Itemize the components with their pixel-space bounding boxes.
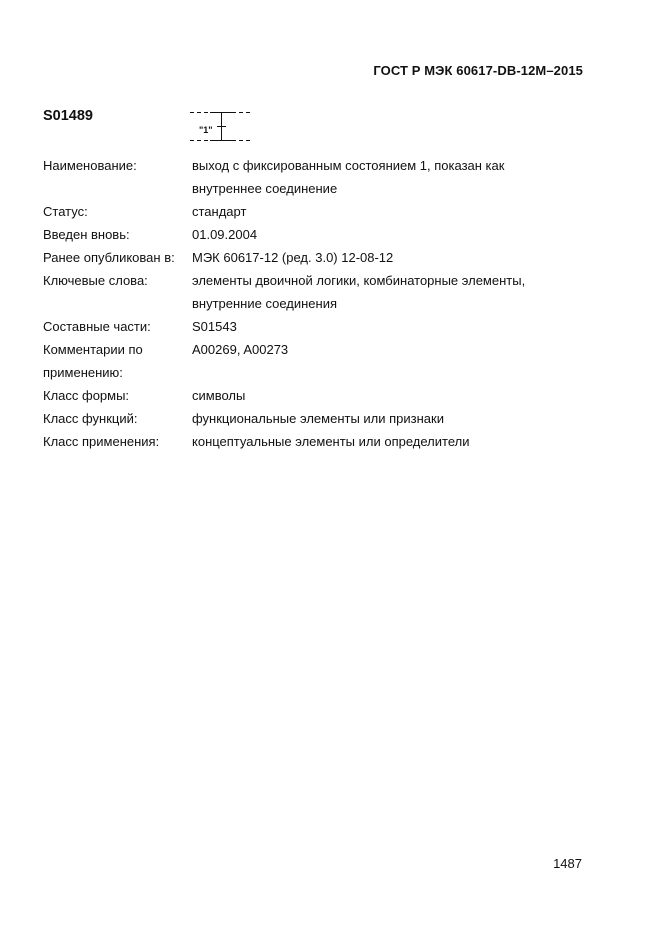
attribute-row (43, 200, 573, 223)
attribute-value (192, 407, 573, 430)
attribute-table (43, 154, 573, 453)
attribute-row (43, 430, 573, 453)
attribute-value (192, 154, 573, 200)
value-line: стандарт (192, 204, 247, 219)
value-line: МЭК 60617-12 (ред. 3.0) 12-08-12 (192, 250, 394, 265)
attribute-value (192, 200, 573, 223)
value-line: S01543 (192, 319, 237, 334)
value-line: A00269, A00273 (192, 342, 289, 357)
value-line: выход с фиксированным состоянием 1, показан как (192, 158, 505, 173)
value-line: внутреннее соединение (192, 181, 338, 196)
attribute-row (43, 154, 573, 200)
value-line: концептуальные элементы или определители (192, 434, 470, 449)
attribute-row (43, 246, 573, 269)
attribute-label: Класс формы: (43, 388, 130, 403)
attribute-value (192, 384, 573, 407)
attribute-label: Класс функций: (43, 411, 138, 426)
value-line: символы (192, 388, 246, 403)
value-line: внутренние соединения (192, 296, 338, 311)
attribute-value (192, 246, 573, 269)
attribute-value (192, 430, 573, 453)
attribute-row (43, 338, 573, 384)
attribute-row (43, 315, 573, 338)
attribute-label: Статус: (43, 204, 88, 219)
attribute-row (43, 384, 573, 407)
symbol-code: S01489 (43, 108, 93, 124)
attribute-label: Введен вновь: (43, 227, 130, 242)
attribute-label: Ключевые слова: (43, 273, 148, 288)
symbol-state-label: "1" (199, 125, 213, 135)
attribute-label: Ранее опубликован в: (43, 250, 175, 265)
value-line: функциональные элементы или признаки (192, 411, 444, 426)
attribute-value (192, 269, 573, 315)
attribute-label: Наименование: (43, 158, 137, 173)
attribute-label: Комментарии по применению: (43, 342, 143, 380)
attribute-label: Составные части: (43, 319, 151, 334)
attribute-label: Класс применения: (43, 434, 160, 449)
value-line: элементы двоичной логики, комбинаторные элементы, (192, 273, 526, 288)
attribute-value (192, 338, 573, 384)
attribute-row (43, 223, 573, 246)
attribute-row (43, 269, 573, 315)
document-header: ГОСТ Р МЭК 60617-DB-12M–2015 (373, 63, 583, 78)
page-number: 1487 (553, 856, 582, 871)
attribute-value (192, 315, 573, 338)
attribute-value (192, 223, 573, 246)
value-line: 01.09.2004 (192, 227, 258, 242)
attribute-row (43, 407, 573, 430)
